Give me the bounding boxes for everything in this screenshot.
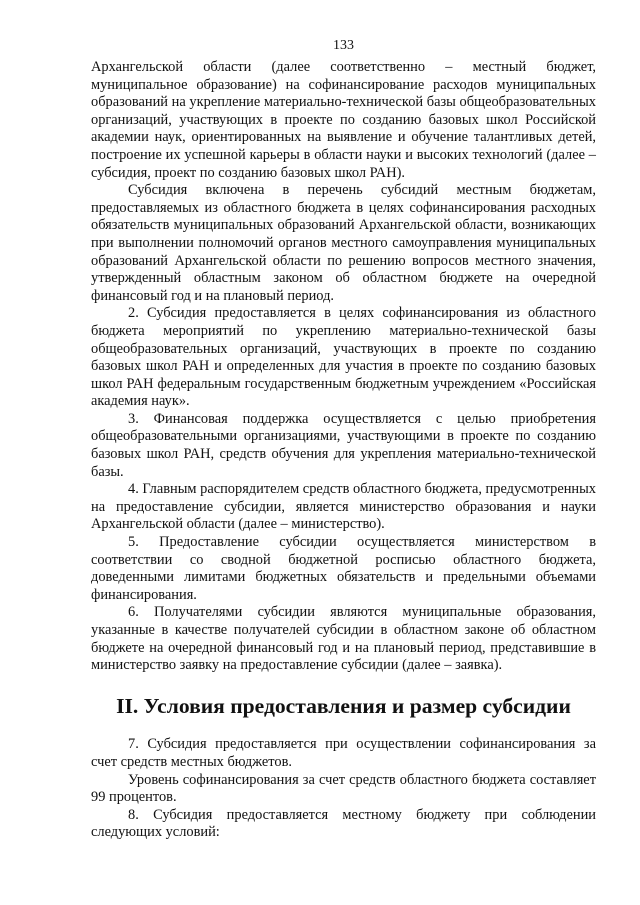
paragraph-cofinancing-level: Уровень софинансирования за счет средств областного бюджета составляет 99 процентов. [91, 771, 596, 806]
document-page [91, 0, 596, 905]
paragraph-2: 2. Субсидия предоставляется в целях софинансирования из областного бюджета мероприятий по укреплению материально-технической базы общеобразовательных организаций, участвующих в проекте по созданию базовых школ РАН и определенных для участия в проекте по созданию базовых школ РАН федеральным государственным бюджетным учреждением «Российская академия наук». [91, 305, 596, 410]
paragraph-4: 4. Главным распорядителем средств областного бюджета, предусмотренных на предоставление субсидии, является министерство образования и науки Архангельской области (далее – министерство). [91, 481, 596, 533]
paragraph-6: 6. Получателями субсидии являются муниципальные образования, указанные в качестве получателей субсидии в областном законе об областном бюджете на очередной финансовый год и на плановый период, представившие в министерство заявку на предоставление субсидии (далее – заявка). [91, 604, 596, 674]
paragraph-8: 8. Субсидия предоставляется местному бюджету при соблюдении следующих условий: [91, 806, 596, 841]
paragraph-3: 3. Финансовая поддержка осуществляется с целью приобретения общеобразовательными организациями, участвующими в проекте по созданию базовых школ РАН, средств обучения для укрепления материально-технической базы. [91, 410, 596, 480]
page-number: 133 [333, 38, 354, 53]
document-body [91, 59, 596, 842]
paragraph-subsidy-list: Субсидия включена в перечень субсидий местным бюджетам, предоставляемых из областного бюджета в целях софинансирования расходных обязательств муниципальных образований Архангельской области, возникающих при выполнении полномочий органов местного самоуправления муниципальных образований Архангельской области по решению вопросов местного значения, утвержденный областным законом об областном бюджете на очередной финансовый год и на плановый период. [91, 182, 596, 304]
paragraph-7: 7. Субсидия предоставляется при осуществлении софинансирования за счет средств местных бюджетов. [91, 736, 596, 770]
paragraph-1-continuation: Архангельской области (далее соответственно – местный бюджет, муниципальное образование) на софинансирование расходов муниципальных образований на укрепление материально-технической базы общеобразовательных организаций, участвующих в проекте по созданию базовых школ Российской академии наук, ориентированных на выявление и обучение талантливых детей, построение их успешной карьеры в области науки и высоких технологий (далее – субсидия, проект по созданию базовых школ РАН). [91, 59, 596, 181]
section-2-heading: II. Условия предоставления и размер субсидии [116, 693, 571, 718]
paragraph-5: 5. Предоставление субсидии осуществляется министерством в соответствии со сводной бюджетной росписью областного бюджета, доведенными лимитами бюджетных обязательств и предельными объемами финансирования. [91, 534, 596, 603]
